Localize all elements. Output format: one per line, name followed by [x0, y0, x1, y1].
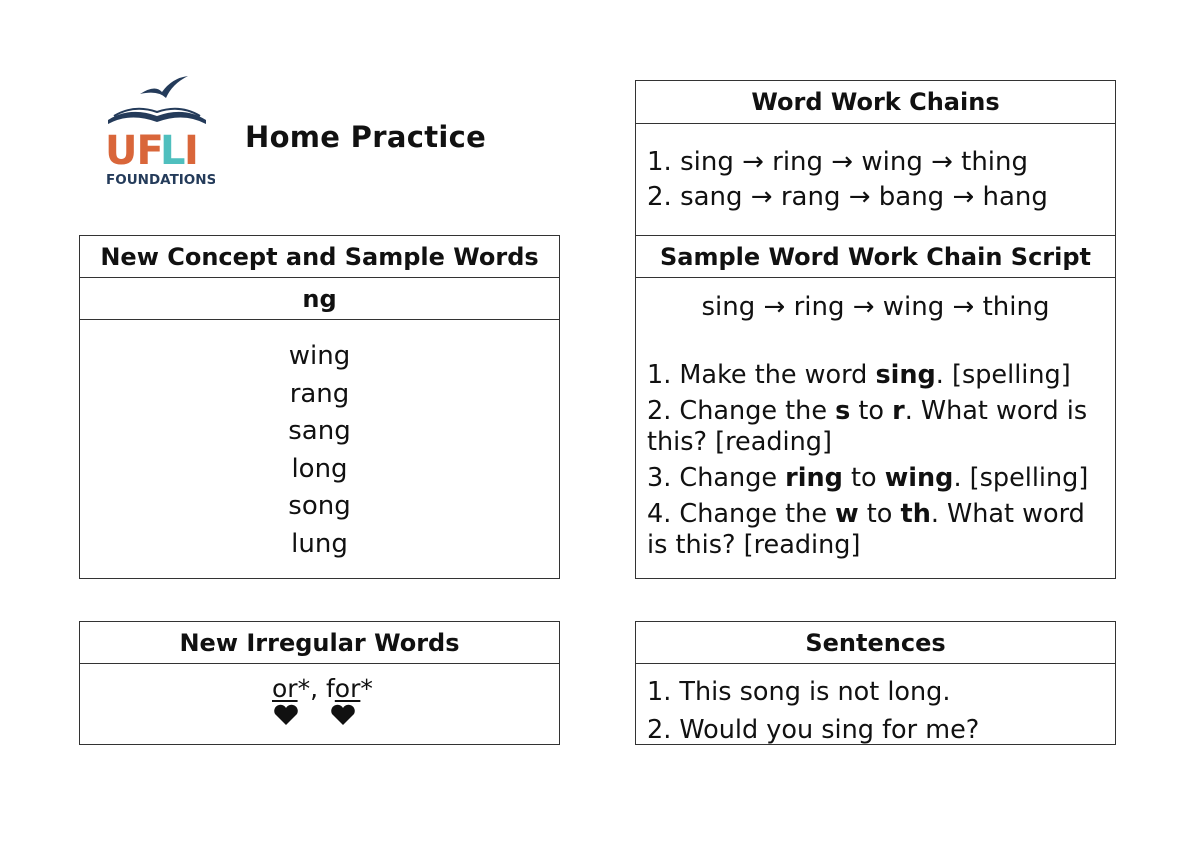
chain-script-header: Sample Word Work Chain Script: [636, 236, 1115, 278]
svg-text:L: L: [160, 128, 185, 174]
heart-icon: [273, 704, 299, 726]
irregular-word-or: or: [272, 674, 298, 703]
logo-brand-text: UF: [105, 128, 163, 174]
sentences-header: Sentences: [636, 622, 1115, 664]
irregular-word-for: or: [334, 674, 361, 703]
word-work-chains-header: Word Work Chains: [636, 81, 1115, 124]
logo-sub-text: FOUNDATIONS: [106, 172, 215, 188]
sample-word: rang: [289, 378, 350, 409]
sentence-list: [636, 664, 1115, 749]
chain-script-panel: [635, 235, 1116, 579]
irregular-words-header: New Irregular Words: [80, 622, 559, 664]
sample-word: wing: [288, 341, 351, 371]
irregular-words-line: [80, 664, 559, 724]
script-step: 2. Change the s to r. What word is this? [reading]: [647, 396, 1096, 457]
sample-word: sang: [288, 416, 351, 447]
script-step: 1. Make the word sing. [spelling]: [647, 360, 1071, 390]
chain-item: 2. sang → rang → bang → hang: [647, 182, 1048, 212]
new-concept-panel: [79, 235, 560, 579]
script-step: 3. Change ring to wing. [spelling]: [647, 463, 1089, 493]
script-chain: sing → ring → wing → thing: [701, 292, 1050, 322]
concept-focus-pattern: ng: [80, 278, 559, 320]
svg-text:I: I: [184, 128, 199, 174]
page-title: Home Practice: [245, 120, 487, 154]
sentences-panel: [635, 621, 1116, 745]
ufli-logo: [100, 72, 215, 190]
chain-item: 1. sing → ring → wing → thing: [647, 147, 1029, 177]
chains-list: [636, 124, 1115, 215]
script-steps: [636, 322, 1115, 561]
irregular-words-panel: [79, 621, 560, 745]
script-step: 4. Change the w to th. What word is this? [reading]: [647, 499, 1093, 560]
new-concept-header: New Concept and Sample Words: [80, 236, 559, 278]
sample-word: long: [291, 453, 348, 484]
sample-word: song: [288, 491, 351, 522]
word-work-chains-panel: [635, 80, 1116, 236]
irregular-words-text: or*, for*: [272, 674, 373, 703]
sample-word-list: [80, 320, 559, 564]
sentence-item: 2. Would you sing for me?: [647, 715, 980, 745]
sample-word: lung: [291, 528, 348, 559]
heart-icon: [330, 704, 356, 726]
sentence-item: 1. This song is not long.: [647, 677, 951, 707]
